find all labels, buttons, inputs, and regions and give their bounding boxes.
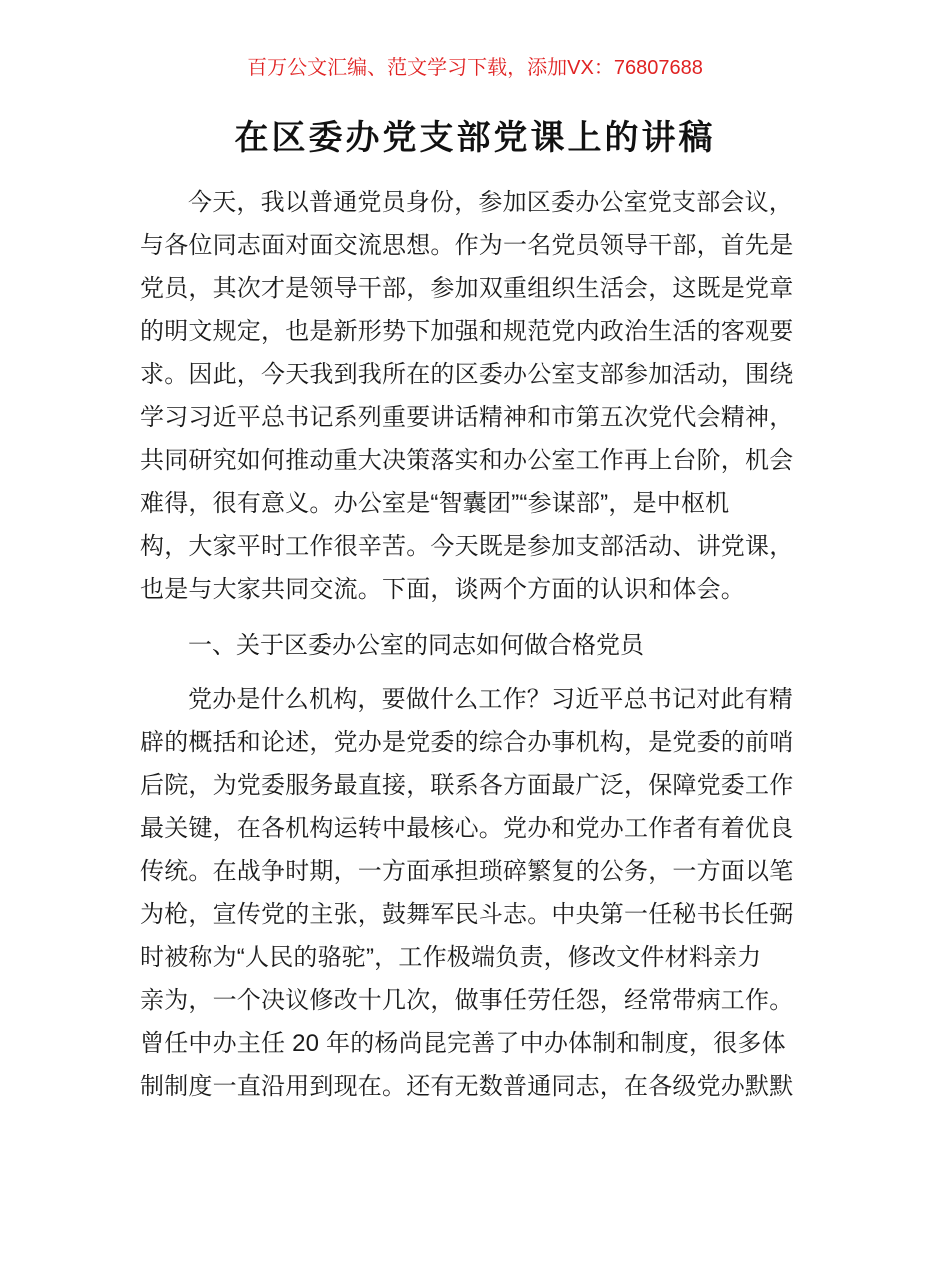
text-line: 的明文规定，也是新形势下加强和规范党内政治生活的客观要	[140, 318, 794, 345]
text-line: 曾任中办主任 20 年的杨尚昆完善了中办体制和制度，很多体	[140, 1030, 786, 1057]
text-line: 为枪，宣传党的主张，鼓舞军民斗志。中央第一任秘书长任弼	[140, 901, 794, 928]
text-line: 共同研究如何推动重大决策落实和办公室工作再上台阶，机会	[140, 447, 794, 474]
text-line: 求。因此，今天我到我所在的区委办公室支部参加活动，围绕	[140, 361, 794, 388]
watermark-notice: 百万公文汇编、范文学习下载，添加VX：76807688	[247, 57, 703, 79]
section-heading-1: 一、关于区委办公室的同志如何做合格党员	[188, 632, 644, 659]
text-line: 与各位同志面对面交流思想。作为一名党员领导干部，首先是	[140, 232, 794, 259]
text-line: 辟的概括和论述，党办是党委的综合办事机构，是党委的前哨	[140, 729, 794, 756]
text-line: 传统。在战争时期，一方面承担琐碎繁复的公务，一方面以笔	[140, 858, 794, 885]
text-line: 党员，其次才是领导干部，参加双重组织生活会，这既是党章	[140, 275, 794, 302]
document-page	[0, 55, 950, 1285]
paragraph-1	[140, 181, 810, 611]
text-line: 构，大家平时工作很辛苦。今天既是参加支部活动、讲党课，	[140, 533, 794, 560]
text-line: 最关键，在各机构运转中最核心。党办和党办工作者有着优良	[140, 815, 794, 842]
text-line: 今天，我以普通党员身份，参加区委办公室党支部会议，	[188, 189, 793, 216]
text-line: 党办是什么机构，要做什么工作？习近平总书记对此有精	[188, 686, 793, 713]
text-line: 也是与大家共同交流。下面，谈两个方面的认识和体会。	[140, 576, 745, 603]
text-line: 学习习近平总书记系列重要讲话精神和市第五次党代会精神，	[140, 404, 794, 431]
paragraph-2	[140, 678, 810, 1108]
text-line: 亲为，一个决议修改十几次，做事任劳任怨，经常带病工作。	[140, 987, 794, 1014]
text-line: 时被称为“人民的骆驼”，工作极端负责，修改文件材料亲力	[140, 944, 762, 971]
text-line: 难得，很有意义。办公室是“智囊团”“参谋部”，是中枢机	[140, 490, 730, 517]
text-line: 制制度一直沿用到现在。还有无数普通同志，在各级党办默默	[140, 1073, 794, 1100]
text-line: 后院，为党委服务最直接，联系各方面最广泛，保障党委工作	[140, 772, 794, 799]
document-title: 在区委办党支部党课上的讲稿	[234, 119, 716, 157]
